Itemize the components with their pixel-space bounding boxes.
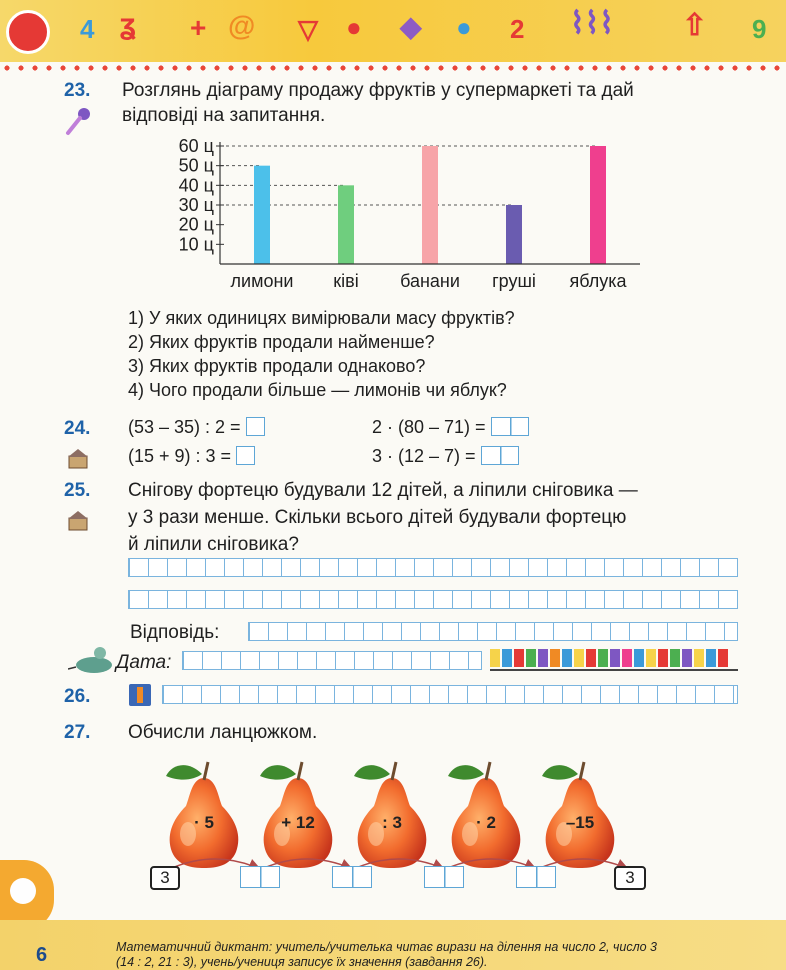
drop-icon: ● [456, 12, 472, 42]
task23-questions [128, 306, 515, 402]
spiral-icon: @ [228, 10, 256, 41]
y-tick-label: 40 ц [178, 175, 214, 196]
task24-expr3-text: 2 · (80 – 71) = [372, 417, 486, 437]
chain-answer-box[interactable] [424, 866, 464, 888]
bar-лимони [254, 166, 270, 264]
y-tick-label: 10 ц [178, 234, 214, 255]
question-2: 2) Яких фруктів продали найменше? [128, 332, 435, 352]
y-tick-label: 20 ц [178, 214, 214, 235]
house-icon [66, 508, 90, 532]
task24-expr1-text: (53 – 35) : 2 = [128, 417, 241, 437]
digit-4-icon: 4 [80, 14, 95, 44]
chain-arrows [160, 848, 640, 872]
y-tick-label: 50 ц [178, 155, 214, 176]
task23-text-line1: Розглянь діаграму продажу фруктів у супермаркеті та дай [122, 80, 634, 101]
answer-label: Відповідь: [130, 622, 220, 643]
task24-expr2-text: (15 + 9) : 3 = [128, 446, 232, 466]
header-band [0, 0, 786, 62]
x-tick-label: груші [492, 271, 536, 291]
question-1: 1) У яких одиницях вимірювали масу фруктів? [128, 308, 515, 328]
mouse-icon [68, 645, 116, 675]
cat-icon [6, 10, 50, 54]
chain-answer-box[interactable] [332, 866, 372, 888]
date-input-grid[interactable] [182, 651, 482, 670]
question-4: 4) Чого продали більше — лимонів чи яблук? [128, 380, 507, 400]
task25-line3: й ліпили сніговика? [128, 534, 299, 555]
fruit-sales-chart [150, 136, 650, 296]
bar-груші [506, 205, 522, 264]
question-3: 3) Яких фруктів продали однаково? [128, 356, 426, 376]
page-number: 6 [36, 944, 48, 966]
task27-text: Обчисли ланцюжком. [128, 722, 318, 743]
pear-operation-label: · 2 [476, 813, 496, 832]
pear-operation-label: –15 [565, 813, 595, 832]
task27-number: 27. [64, 722, 91, 743]
arrow-up-icon: ⇧ [682, 9, 708, 42]
task24-expr1 [128, 417, 265, 438]
task24-number: 24. [64, 418, 91, 439]
pear-operation-label: + 12 [281, 813, 315, 832]
bar-банани [422, 146, 438, 264]
footer-note: Математичний диктант: учитель/учителька читає вирази на ділення на число 2, число 3 (14 : 2, 21 : 3), учень/учениця записує їх значення (завдання 26). [116, 940, 657, 969]
digit-2-icon: 2 [510, 14, 525, 44]
zigzag-line-icon: ⌇⌇⌇ [570, 7, 614, 40]
x-tick-label: лимони [230, 271, 294, 291]
answer-box[interactable] [481, 446, 519, 465]
y-tick-label: 30 ц [178, 195, 214, 215]
house-icon [66, 446, 90, 470]
task24-expr4-text: 3 · (12 – 7) = [372, 446, 476, 466]
zigzag-icon: ʓ [120, 8, 136, 41]
task25-number: 25. [64, 480, 91, 501]
triangle-icon: ▽ [298, 14, 318, 44]
microphone-icon [64, 106, 92, 136]
y-tick-label: 60 ц [178, 136, 214, 156]
pear-operation-label: · 5 [194, 813, 214, 832]
task25-line2: у 3 рази менше. Скільки всього дітей будували фортецю [128, 507, 627, 528]
x-tick-label: банани [400, 271, 460, 291]
digit-9-icon: 9 [752, 14, 767, 44]
task24-expr3 [372, 417, 529, 438]
answer-grid-row[interactable] [128, 590, 738, 609]
pencil-person-icon [128, 683, 152, 707]
answer-box[interactable] [236, 446, 255, 465]
header-dots [0, 62, 786, 74]
color-strip [490, 649, 728, 667]
x-tick-label: ківі [333, 271, 359, 291]
task23-number: 23. [64, 80, 91, 101]
chain-answer-box[interactable] [516, 866, 556, 888]
task26-number: 26. [64, 686, 91, 707]
date-label: Дата: [116, 652, 172, 673]
circle-icon: ● [346, 12, 362, 42]
date-underline [490, 669, 738, 671]
chain-start-value: 3 [150, 866, 180, 890]
chain-end-value: 3 [614, 866, 646, 890]
dictation-grid[interactable] [162, 685, 738, 704]
bar-яблука [590, 146, 606, 264]
bar-ківі [338, 185, 354, 264]
task24-expr4 [372, 446, 519, 467]
task24-expr2 [128, 446, 255, 467]
plus-icon: + [190, 12, 207, 43]
diamond-icon: ◆ [400, 11, 422, 42]
pear-operation-label: : 3 [382, 813, 402, 832]
task23-text-line2: відповіді на запитання. [122, 105, 326, 126]
task25-line1: Снігову фортецю будували 12 дітей, а ліпили сніговика — [128, 480, 638, 501]
answer-grid-row[interactable] [248, 622, 738, 641]
answer-box[interactable] [491, 417, 529, 436]
x-tick-label: яблука [569, 271, 627, 291]
answer-box[interactable] [246, 417, 265, 436]
chain-answer-box[interactable] [240, 866, 280, 888]
answer-grid-row[interactable] [128, 558, 738, 577]
